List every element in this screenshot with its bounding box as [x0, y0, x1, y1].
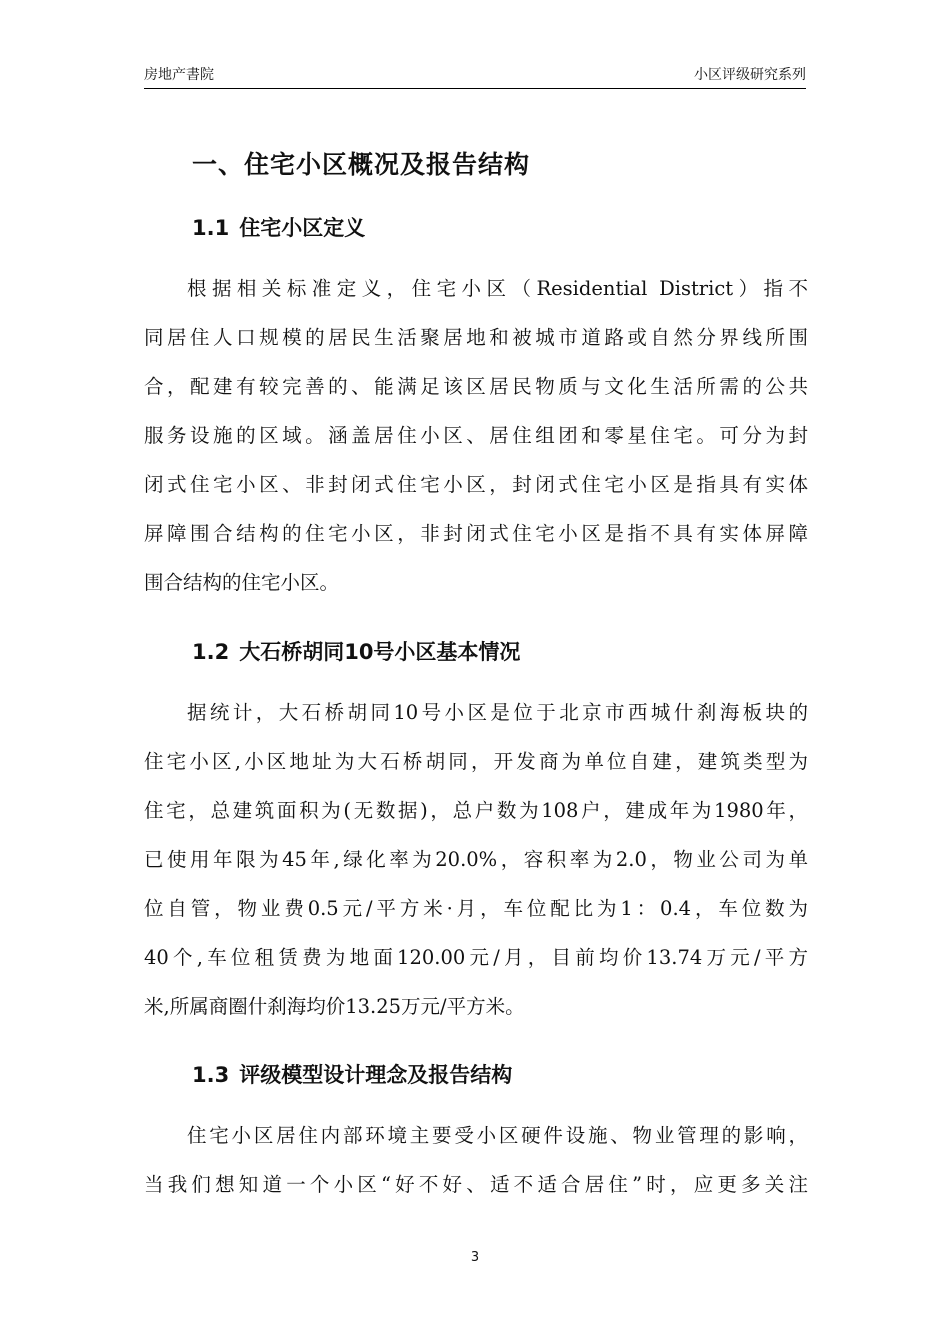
paragraph-line: 同居住人口规模的居民生活聚居地和被城市道路或自然分界线所围: [144, 326, 808, 349]
paragraph-line: 根据相关标准定义，住宅小区（Residential District）指不: [187, 277, 808, 300]
paragraph-line: 据统计，大石桥胡同10号小区是位于北京市西城什刹海板块的: [187, 701, 808, 724]
paragraph-line: 位自管，物业费0.5元/平方米·月，车位配比为1：0.4，车位数为: [144, 897, 808, 920]
header-left-title: 房地产書院: [144, 67, 214, 83]
section-heading-1-3: [192, 1059, 512, 1089]
section-heading-text: 评级模型设计理念及报告结构: [239, 1063, 513, 1087]
paragraph-line: 40个,车位租赁费为地面120.00元/月，目前均价13.74万元/平方: [144, 946, 808, 969]
section-heading-1-1: [192, 212, 365, 242]
paragraph-basic-info: [144, 688, 808, 1031]
paragraph-line: 住宅小区居住内部环境主要受小区硬件设施、物业管理的影响，: [187, 1124, 808, 1147]
paragraph-line: 米,所属商圈什刹海均价13.25万元/平方米。: [144, 995, 525, 1018]
paragraph-line: 服务设施的区域。涵盖居住小区、居住组团和零星住宅。可分为封: [144, 424, 808, 447]
page-number: 3: [470, 1250, 480, 1265]
paragraph-line: 合，配建有较完善的、能满足该区居民物质与文化生活所需的公共: [144, 375, 808, 398]
paragraph-definition: [144, 264, 808, 607]
paragraph-line: 围合结构的住宅小区。: [144, 571, 340, 594]
paragraph-line: 住宅小区,小区地址为大石桥胡同，开发商为单位自建，建筑类型为: [144, 750, 808, 773]
section-number: 1.2: [192, 640, 230, 664]
section-number: 1.3: [192, 1063, 230, 1087]
section-heading-text: 住宅小区定义: [239, 216, 366, 240]
paragraph-line: 当我们想知道一个小区“好不好、适不适合居住”时，应更多关注: [144, 1173, 808, 1196]
paragraph-line: 闭式住宅小区、非封闭式住宅小区，封闭式住宅小区是指具有实体: [144, 473, 808, 496]
paragraph-line: 屏障围合结构的住宅小区，非封闭式住宅小区是指不具有实体屏障: [144, 522, 808, 545]
chapter-title: 一、住宅小区概况及报告结构: [192, 150, 531, 179]
paragraph-model-design: [144, 1111, 808, 1209]
header-divider: [144, 88, 806, 89]
section-heading-text: 大石桥胡同10号小区基本情况: [239, 640, 521, 664]
section-heading-1-2: [192, 636, 520, 666]
paragraph-line: 已使用年限为45年,绿化率为20.0%，容积率为2.0，物业公司为单: [144, 848, 808, 871]
header-right-title: 小区评级研究系列: [694, 67, 806, 83]
paragraph-line: 住宅，总建筑面积为(无数据)，总户数为108户，建成年为1980年，: [144, 799, 808, 822]
section-number: 1.1: [192, 216, 230, 240]
